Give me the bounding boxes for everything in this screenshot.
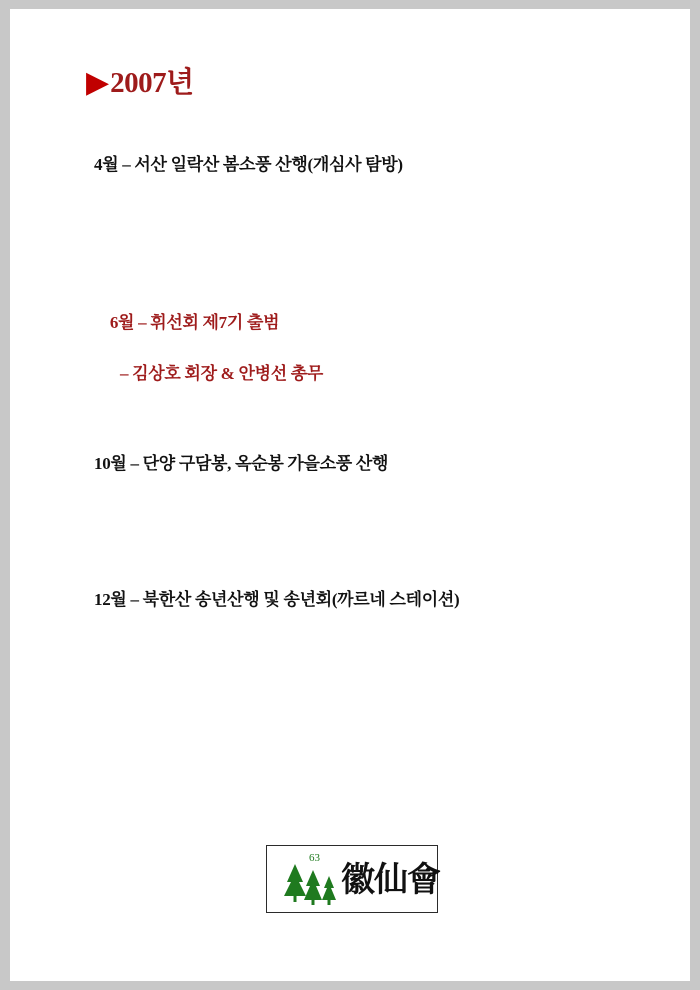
logo-box [266,845,438,913]
document-page [10,9,690,981]
entry-december: 12월 – 북한산 송년산행 및 송년회(까르네 스테이션) [94,590,460,609]
logo-number: 63 [309,852,320,864]
entry-june [94,288,323,424]
page-title [86,68,194,98]
pine-trees-icon [283,862,339,908]
logo-characters: 徽仙會 [341,860,440,900]
page-title-text: 2007년 [110,67,194,99]
entry-october: 10월 – 단양 구담봉, 옥순봉 가을소풍 산행 [94,454,389,473]
entry-june-main: 6월 – 휘선회 제7기 출범 [109,313,280,332]
triangle-marker-icon: ▶ [86,66,110,99]
logo-inner [267,846,440,912]
entry-june-sub: – 김상호 회장 & 안병선 총무 [120,364,324,383]
entry-april: 4월 – 서산 일락산 봄소풍 산행(개심사 탐방) [94,155,403,174]
